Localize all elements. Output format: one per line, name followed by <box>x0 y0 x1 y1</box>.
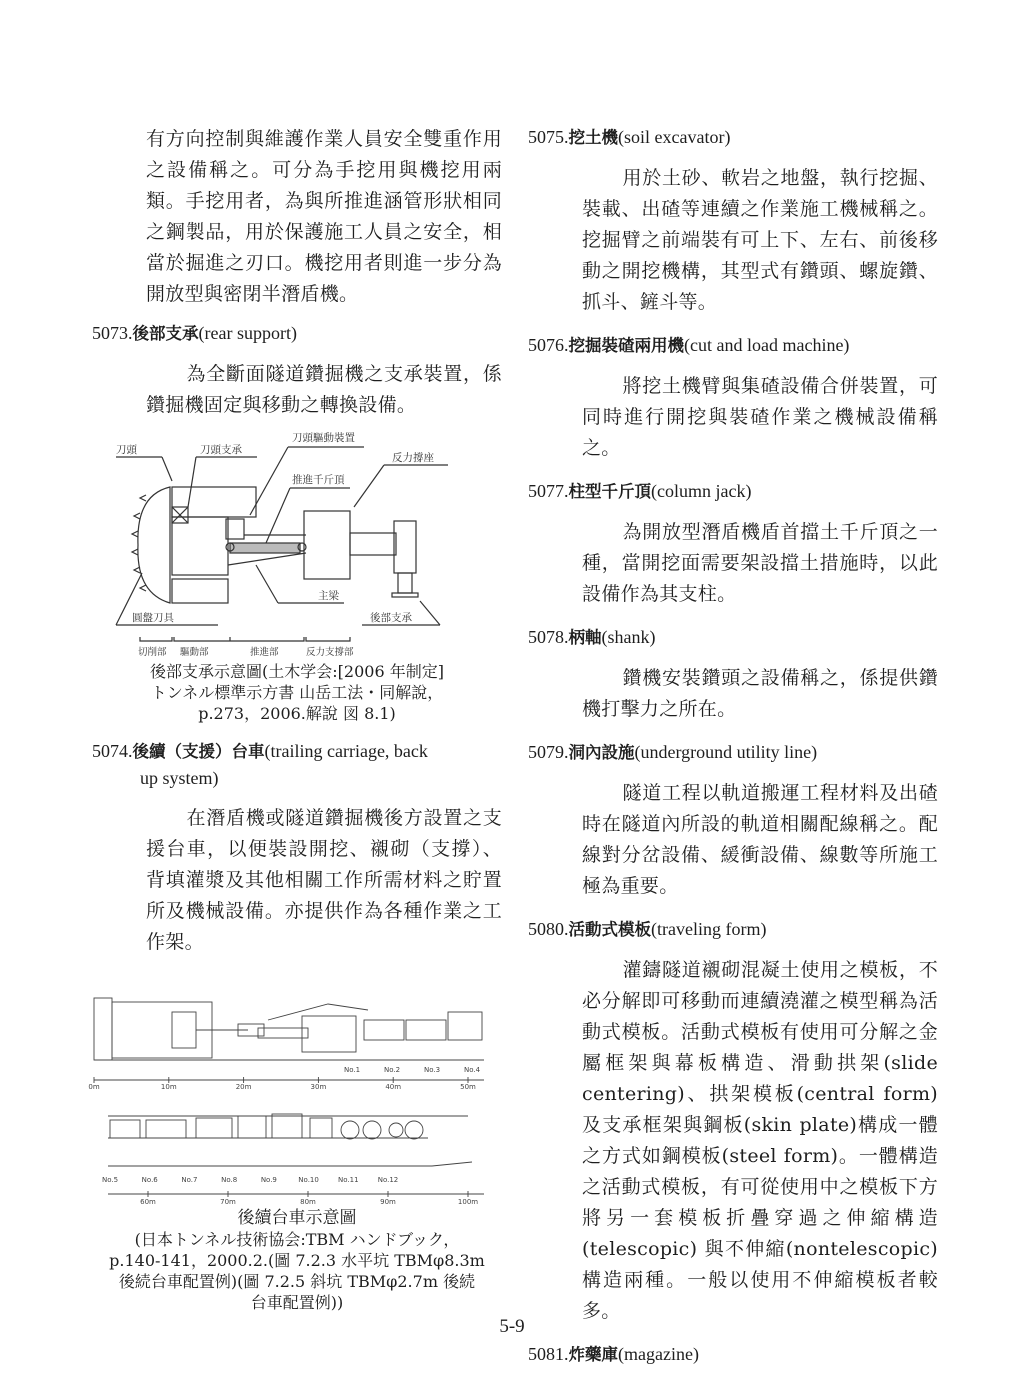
term-zh: 活動式模板 <box>568 920 651 939</box>
entry-5079-heading <box>528 739 938 766</box>
term-zh: 炸藥庫 <box>568 1345 618 1364</box>
term-zh: 後部支承 <box>132 324 199 343</box>
entry-5075-heading <box>528 124 938 151</box>
scale-tick-label: 70m <box>220 1198 236 1206</box>
definition-text: 隧道工程以軌道搬運工程材料及出碴時在隧道內所設的軌道相關配線稱之。配線對分岔設備、緩衝設備、線數等所施工極為重要。 <box>582 782 938 897</box>
caption-line: (日本トンネル技術協会:TBM ハンドブック， <box>134 1230 460 1249</box>
entry-5080-heading <box>528 916 938 943</box>
entry-5078-definition <box>528 663 938 725</box>
car-label: No.4 <box>463 1066 481 1074</box>
caption-line: 台車配置例)) <box>250 1293 344 1312</box>
scale-tick-label: 60m <box>140 1198 156 1206</box>
section-thrust: 推進部 <box>250 647 279 657</box>
label-reaction-seat: 反力撐座 <box>392 452 434 464</box>
car-no1-shape <box>364 1020 404 1040</box>
label-thrust-jack: 推進千斤頂 <box>292 474 345 486</box>
scale-tick-label: 90m <box>380 1198 396 1206</box>
reaction-seat-shape <box>304 511 350 579</box>
entry-5073-definition <box>92 359 502 421</box>
definition-text: 鑽機安裝鑽頭之設備稱之，係提供鑽機打擊力之所在。 <box>582 667 938 720</box>
caption-line: トンネル標準示方書 山岳工法・同解說， <box>150 683 444 702</box>
scale-tick-label: 30m <box>310 1083 327 1091</box>
label-rear-support: 後部支承 <box>370 612 412 624</box>
page-number: 5-9 <box>499 1316 525 1337</box>
caption-line: 後部支承示意圖(土木学会:[2006 年制定] <box>150 662 444 681</box>
definition-text: 為全斷面隧道鑽掘機之支承裝置，係鑽掘機固定與移動之轉換設備。 <box>146 363 502 416</box>
term-en: (rear support) <box>198 323 297 343</box>
entry-number: 5079. <box>528 742 569 762</box>
rear-support-diagram <box>92 425 502 657</box>
car-no2-shape <box>406 1020 446 1040</box>
car-label: No.1 <box>343 1066 361 1074</box>
car-label: No.5 <box>101 1176 119 1184</box>
term-en-continued: up system) <box>140 768 219 788</box>
thrust-jack-shape <box>230 543 300 553</box>
entry-5076-heading <box>528 332 938 359</box>
leader-line <box>188 457 196 507</box>
label-cutter-head: 刀頭 <box>116 444 137 456</box>
section-drive: 驅動部 <box>180 647 209 657</box>
label-disc-cutter: 圓盤刀具 <box>132 612 174 624</box>
entry-number: 5078. <box>528 627 569 647</box>
entry-5080-definition <box>528 955 938 1327</box>
term-en: (trailing carriage, back <box>264 741 428 761</box>
right-column <box>528 118 938 1380</box>
car-label: No.3 <box>423 1066 441 1074</box>
definition-text: 用於土砂、軟岩之地盤，執行挖掘、裝載、出碴等連續之作業施工機械稱之。挖掘臂之前端裝有可上下、左右、前後移動之開挖機構，其型式有鑽頭、螺旋鑽、抓斗、鏟斗等。 <box>582 167 938 313</box>
car-label: No.11 <box>338 1176 359 1184</box>
caption-line: p.140-141，2000.2.(圖 7.2.3 水平坑 TBMφ8.3m <box>109 1251 485 1270</box>
section-cutting: 切削部 <box>138 647 167 657</box>
entry-number: 5080. <box>528 919 569 939</box>
label-main-beam: 主梁 <box>318 590 339 602</box>
scale-tick-label: 100m <box>457 1198 479 1206</box>
car-label: No.9 <box>260 1176 277 1184</box>
entry-5075-definition <box>528 163 938 318</box>
entry-5074-definition <box>92 803 502 958</box>
entry-5077-heading <box>528 478 938 505</box>
term-zh: 挖掘裝碴兩用機 <box>568 336 684 355</box>
term-en: (soil excavator) <box>618 127 731 147</box>
entry-5077-definition <box>528 517 938 610</box>
entry-5076-definition <box>528 371 938 464</box>
entry-number: 5074. <box>92 741 133 761</box>
scale-tick-label: 80m <box>300 1198 316 1206</box>
entry-5074-heading <box>92 738 502 791</box>
car-no3-shape <box>448 1012 482 1040</box>
term-zh: 柄軸 <box>568 628 602 647</box>
caption-line: 後続台車配置例)(圖 7.2.5 斜坑 TBMφ2.7m 後続 <box>118 1272 476 1291</box>
entry-number: 5076. <box>528 335 569 355</box>
car-label: No.8 <box>221 1176 238 1184</box>
term-en: (column jack) <box>651 481 752 501</box>
entry-5081-heading <box>528 1341 938 1368</box>
entry-5073-heading <box>92 320 502 347</box>
intro-paragraph: 有方向控制與維護作業人員安全雙重作用之設備稱之。可分為手挖用與機挖用兩類。手挖用者，為與所推進涵管形狀相同之鋼製品，用於保護施工人員之安全，相當於掘進之刃口。機挖用者則進一步分為開放型與密閉半潛盾機。 <box>146 128 502 305</box>
entry-number: 5081. <box>528 1344 569 1364</box>
scale-tick-label: 10m <box>160 1083 177 1091</box>
section-reaction: 反力支撐部 <box>306 647 354 657</box>
caption-line: p.273，2006.解說 図 8.1) <box>198 704 396 723</box>
entry-5078-heading <box>528 624 938 651</box>
term-zh: 後續（支援）台車 <box>132 742 265 761</box>
term-en: (traveling form) <box>651 919 767 939</box>
label-cutter-support: 刀頭支承 <box>200 444 242 456</box>
left-column <box>88 118 502 1313</box>
entry-number: 5073. <box>92 323 133 343</box>
leader-line <box>354 465 384 507</box>
leader-line <box>420 601 440 625</box>
definition-text: 在潛盾機或隧道鑽掘機後方設置之支援台車，以便裝設開挖、襯砌（支撐）、背填灌漿及其他相關工作所需材料之貯置所及機械設備。亦提供作為各種作業之工作架。 <box>146 807 502 953</box>
term-en: (underground utility line) <box>634 742 818 762</box>
term-en: (cut and load machine) <box>684 335 850 355</box>
scale-tick-label: 20m <box>235 1083 252 1091</box>
leader-line <box>162 457 172 481</box>
disc-cutter-teeth <box>132 495 146 591</box>
entry-number: 5077. <box>528 481 569 501</box>
caption-title: 後續台車示意圖 <box>237 1208 357 1228</box>
term-zh: 柱型千斤頂 <box>568 482 651 501</box>
term-zh: 挖土機 <box>568 128 618 147</box>
cutter-head-shape <box>138 487 170 603</box>
rear-support-caption <box>92 661 502 724</box>
car-label: No.12 <box>377 1176 399 1184</box>
rear-support-shape <box>394 521 416 573</box>
entry-number: 5075. <box>528 127 569 147</box>
definition-text: 為開放型潛盾機盾首擋土千斤頂之一種，當開挖面需要架設擋土措施時，以此設備作為其支柱。 <box>582 521 938 605</box>
scale-tick-label: 0m <box>88 1083 100 1091</box>
scale-tick-label: 50m <box>460 1083 476 1091</box>
car-label: No.10 <box>298 1176 319 1184</box>
term-en: (magazine) <box>618 1344 699 1364</box>
scale-tick-label: 40m <box>385 1083 402 1091</box>
car-label: No.6 <box>141 1176 158 1184</box>
car-label: No.7 <box>181 1176 198 1184</box>
leader-line <box>256 565 278 603</box>
definition-text: 將挖土機臂與集碴設備合併裝置，可同時進行開挖與裝碴作業之機械設備稱之。 <box>582 375 938 459</box>
car-label: No.2 <box>383 1066 401 1074</box>
trailing-carriage-caption <box>92 1208 502 1313</box>
term-en: (shank) <box>601 627 656 647</box>
trailing-carriage-diagram <box>88 968 488 1206</box>
term-zh: 洞內設施 <box>568 743 635 762</box>
entry-5079-definition <box>528 778 938 902</box>
definition-text: 灌鑄隧道襯砌混凝土使用之模板，不必分解即可移動而連續澆灌之模型稱為活動式模板。活動式模板有使用可分解之金屬框架與幕板構造、滑動拱架(slide centering)、拱架模板(central form)及支承框架與鋼板(skin plate)構成一體之方式如鋼模板(steel form)。一體構造之活動式模板，有可從使用中之模板下方將另一套模板折疊穿過之伸縮構造(telescopic) 與不伸縮(nontelescopic)構造兩種。一般以使用不伸縮模板者較多。 <box>582 959 938 1322</box>
label-cutter-drive: 刀頭驅動裝置 <box>292 432 355 444</box>
